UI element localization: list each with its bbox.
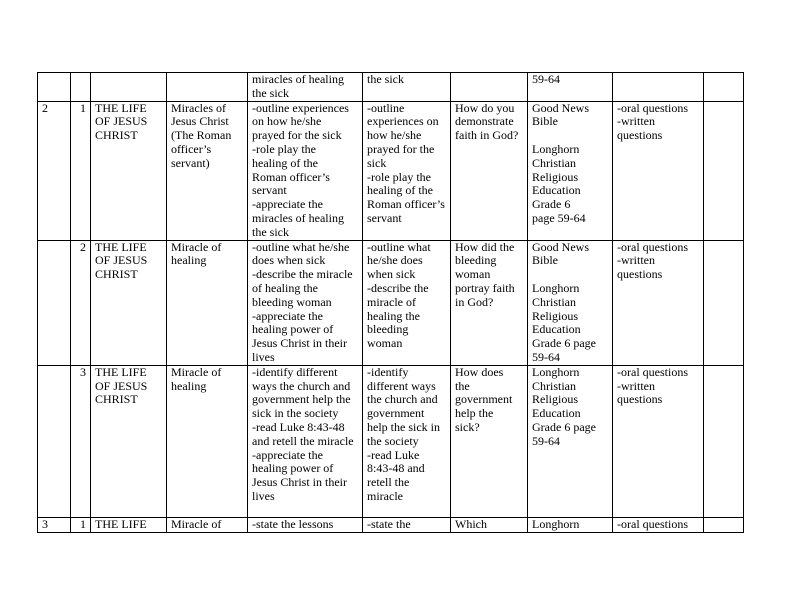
cell-remarks [704, 240, 744, 365]
cell-assessment: -oral questions [613, 517, 704, 532]
cell-outcomes: miracles of healing the sick [248, 73, 363, 102]
cell-strand: THE LIFE OF JESUS CHRIST [91, 101, 167, 240]
cell-experiences: -outline what he/she does when sick -describe the miracle of healing the bleeding woman [363, 240, 451, 365]
cell-inquiry: How do you demonstrate faith in God? [451, 101, 528, 240]
cell-lesson: 2 [71, 240, 91, 365]
cell-strand: THE LIFE OF JESUS CHRIST [91, 240, 167, 365]
cell-assessment [613, 73, 704, 102]
cell-lesson [71, 73, 91, 102]
cell-assessment: -oral questions -written questions [613, 240, 704, 365]
cell-experiences: the sick [363, 73, 451, 102]
cell-inquiry [451, 73, 528, 102]
cell-substrand: Miracle of healing [167, 365, 248, 517]
cell-inquiry: How does the government help the sick? [451, 365, 528, 517]
cell-inquiry: Which [451, 517, 528, 532]
cell-strand: THE LIFE [91, 517, 167, 532]
cell-lesson: 1 [71, 101, 91, 240]
cell-remarks [704, 517, 744, 532]
cell-experiences: -outline experiences on how he/she prayed for the sick -role play the healing of the Roman officer’s servant [363, 101, 451, 240]
cell-inquiry: How did the bleeding woman portray faith in God? [451, 240, 528, 365]
cell-resources: Good News Bible Longhorn Christian Religious Education Grade 6 page 59-64 [528, 101, 613, 240]
cell-outcomes: -identify different ways the church and government help the sick in the society -read Luke 8:43-48 and retell the miracle -appreciate the healing power of Jesus Christ in their lives [248, 365, 363, 517]
cell-strand [91, 73, 167, 102]
cell-experiences: -identify different ways the church and government help the sick in the society -read Luke 8:43-48 and retell the miracle [363, 365, 451, 517]
cell-outcomes: -state the lessons [248, 517, 363, 532]
cell-lesson: 3 [71, 365, 91, 517]
table-row [38, 240, 744, 365]
cell-substrand: Miracles of Jesus Christ (The Roman officer’s servant) [167, 101, 248, 240]
cell-experiences: -state the [363, 517, 451, 532]
cell-week: 3 [38, 517, 71, 532]
cell-resources: 59-64 [528, 73, 613, 102]
cell-assessment: -oral questions -written questions [613, 101, 704, 240]
cell-strand: THE LIFE OF JESUS CHRIST [91, 365, 167, 517]
cell-outcomes: -outline what he/she does when sick -describe the miracle of healing the bleeding woman -appreciate the healing power of Jesus Christ in their lives [248, 240, 363, 365]
cell-lesson: 1 [71, 517, 91, 532]
cell-resources: Good News Bible Longhorn Christian Religious Education Grade 6 page 59-64 [528, 240, 613, 365]
table-row [38, 365, 744, 517]
scheme-of-work-table [37, 72, 744, 533]
cell-week [38, 240, 71, 365]
table-row [38, 73, 744, 102]
cell-substrand: Miracle of healing [167, 240, 248, 365]
cell-resources: Longhorn Christian Religious Education Grade 6 page 59-64 [528, 365, 613, 517]
cell-assessment: -oral questions -written questions [613, 365, 704, 517]
cell-resources: Longhorn [528, 517, 613, 532]
cell-outcomes: -outline experiences on how he/she prayed for the sick -role play the healing of the Roman officer’s servant -appreciate the miracles of healing the sick [248, 101, 363, 240]
table-row [38, 517, 744, 532]
cell-week [38, 73, 71, 102]
cell-substrand: Miracle of [167, 517, 248, 532]
cell-remarks [704, 73, 744, 102]
cell-substrand [167, 73, 248, 102]
cell-remarks [704, 365, 744, 517]
cell-week [38, 365, 71, 517]
cell-remarks [704, 101, 744, 240]
table-row [38, 101, 744, 240]
cell-week: 2 [38, 101, 71, 240]
